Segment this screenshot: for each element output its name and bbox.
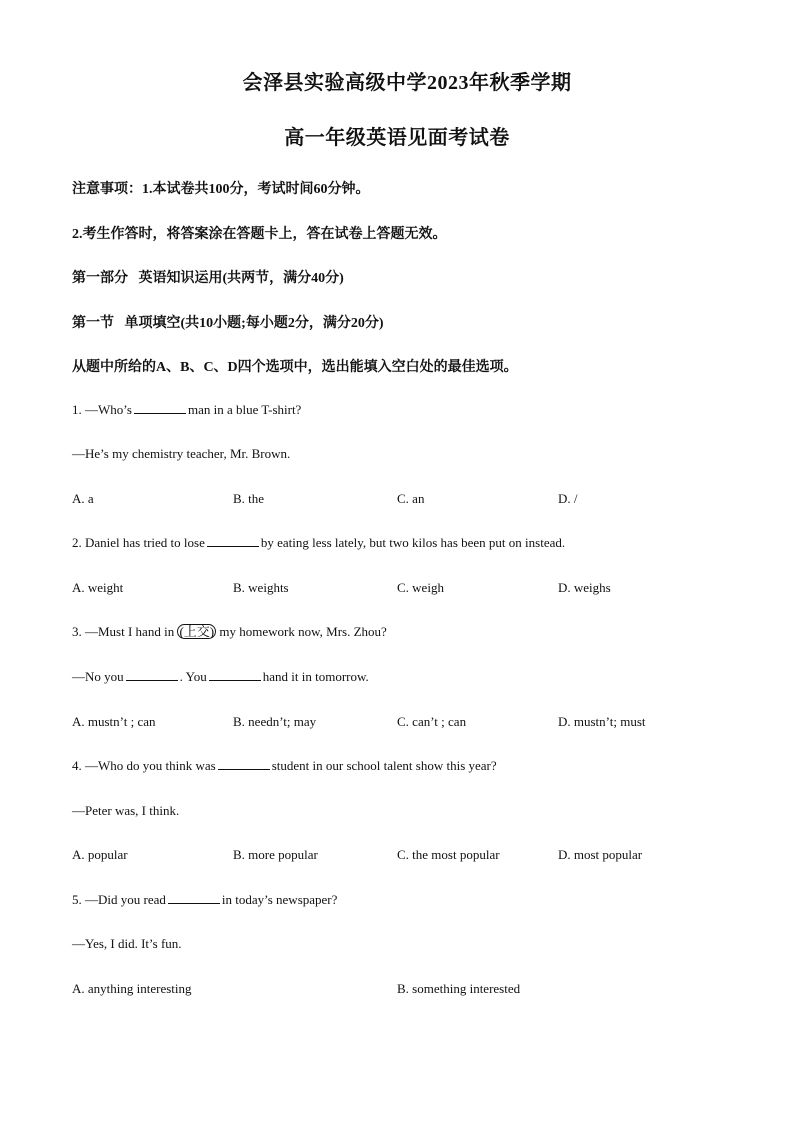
q3-option-d: D. mustn’t; must <box>558 714 646 729</box>
question-1 <box>72 402 301 418</box>
q1-option-d: D. / <box>558 491 578 506</box>
exam-title-paper: 高一年级英语见面考试卷 <box>284 127 510 149</box>
q2-option-b: B. weights <box>233 580 289 595</box>
question-5-reply: —Yes, I did. It’s fun. <box>72 936 182 951</box>
question-1-text-end: man in a blue T-shirt? <box>187 402 302 417</box>
exam-title-school: 会泽县实验高级中学2023年秋季学期 <box>242 72 572 94</box>
question-4 <box>72 758 497 774</box>
question-3 <box>72 624 387 640</box>
question-5-text-start: 5. —Did you read <box>72 892 166 907</box>
q5-option-a: A. anything interesting <box>72 981 192 996</box>
question-3-text-start: 3. —Must I hand in <box>72 624 175 639</box>
q4-option-c: C. the most popular <box>397 847 500 862</box>
reply-text-start: —No you <box>72 669 124 684</box>
q5-option-b: B. something interested <box>397 981 521 996</box>
q2-option-d: D. weighs <box>558 580 611 595</box>
question-3-reply <box>72 669 369 685</box>
question-4-text-start: 4. —Who do you think was <box>72 758 216 773</box>
question-4-reply: —Peter was, I think. <box>72 803 180 818</box>
q3-option-c: C. can’t ; can <box>397 714 467 729</box>
q4-option-b: B. more popular <box>233 847 318 862</box>
q4-option-a: A. popular <box>72 847 128 862</box>
reply-text-end: hand it in tomorrow. <box>262 669 369 684</box>
q4-option-d: D. most popular <box>558 847 643 862</box>
q2-option-c: C. weigh <box>397 580 444 595</box>
answer-blank <box>126 670 178 681</box>
reply-text-middle: . You <box>179 669 207 684</box>
question-2 <box>72 535 565 551</box>
question-3-text-end: my homework now, Mrs. Zhou? <box>219 624 387 639</box>
gloss-note: (上交) <box>179 624 215 639</box>
answer-blank <box>207 536 259 547</box>
question-1-text-start: 1. —Who’s <box>72 402 132 417</box>
q2-option-a: A. weight <box>72 580 124 595</box>
q1-option-c: C. an <box>397 491 425 506</box>
q1-option-a: A. a <box>72 491 94 506</box>
question-1-reply: —He’s my chemistry teacher, Mr. Brown. <box>72 446 291 461</box>
notice-line-2: 2.考生作答时，将答案涂在答题卡上，答在试卷上答题无效。 <box>72 227 447 242</box>
q3-option-b: B. needn’t; may <box>233 714 317 729</box>
part-heading: 第一部分 英语知识运用(共两节，满分40分) <box>72 271 344 286</box>
question-2-text-start: 2. Daniel has tried to lose <box>72 535 205 550</box>
q1-option-b: B. the <box>233 491 265 506</box>
section-heading: 第一节 单项填空(共10小题;每小题2分，满分20分) <box>72 316 384 331</box>
answer-blank <box>209 670 261 681</box>
answer-blank <box>134 403 186 414</box>
notice-line-1: 注意事项：1.本试卷共100分，考试时间60分钟。 <box>72 182 370 197</box>
question-5 <box>72 892 337 908</box>
question-5-text-end: in today’s newspaper? <box>221 892 338 907</box>
answer-blank <box>168 893 220 904</box>
answer-blank <box>218 759 270 770</box>
question-4-text-end: student in our school talent show this year? <box>271 758 497 773</box>
q3-option-a: A. mustn’t ; can <box>72 714 156 729</box>
instruction-text: 从题中所给的A、B、C、D四个选项中，选出能填入空白处的最佳选项。 <box>72 360 518 375</box>
question-2-text-end: by eating less lately, but two kilos has been put on instead. <box>260 535 566 550</box>
